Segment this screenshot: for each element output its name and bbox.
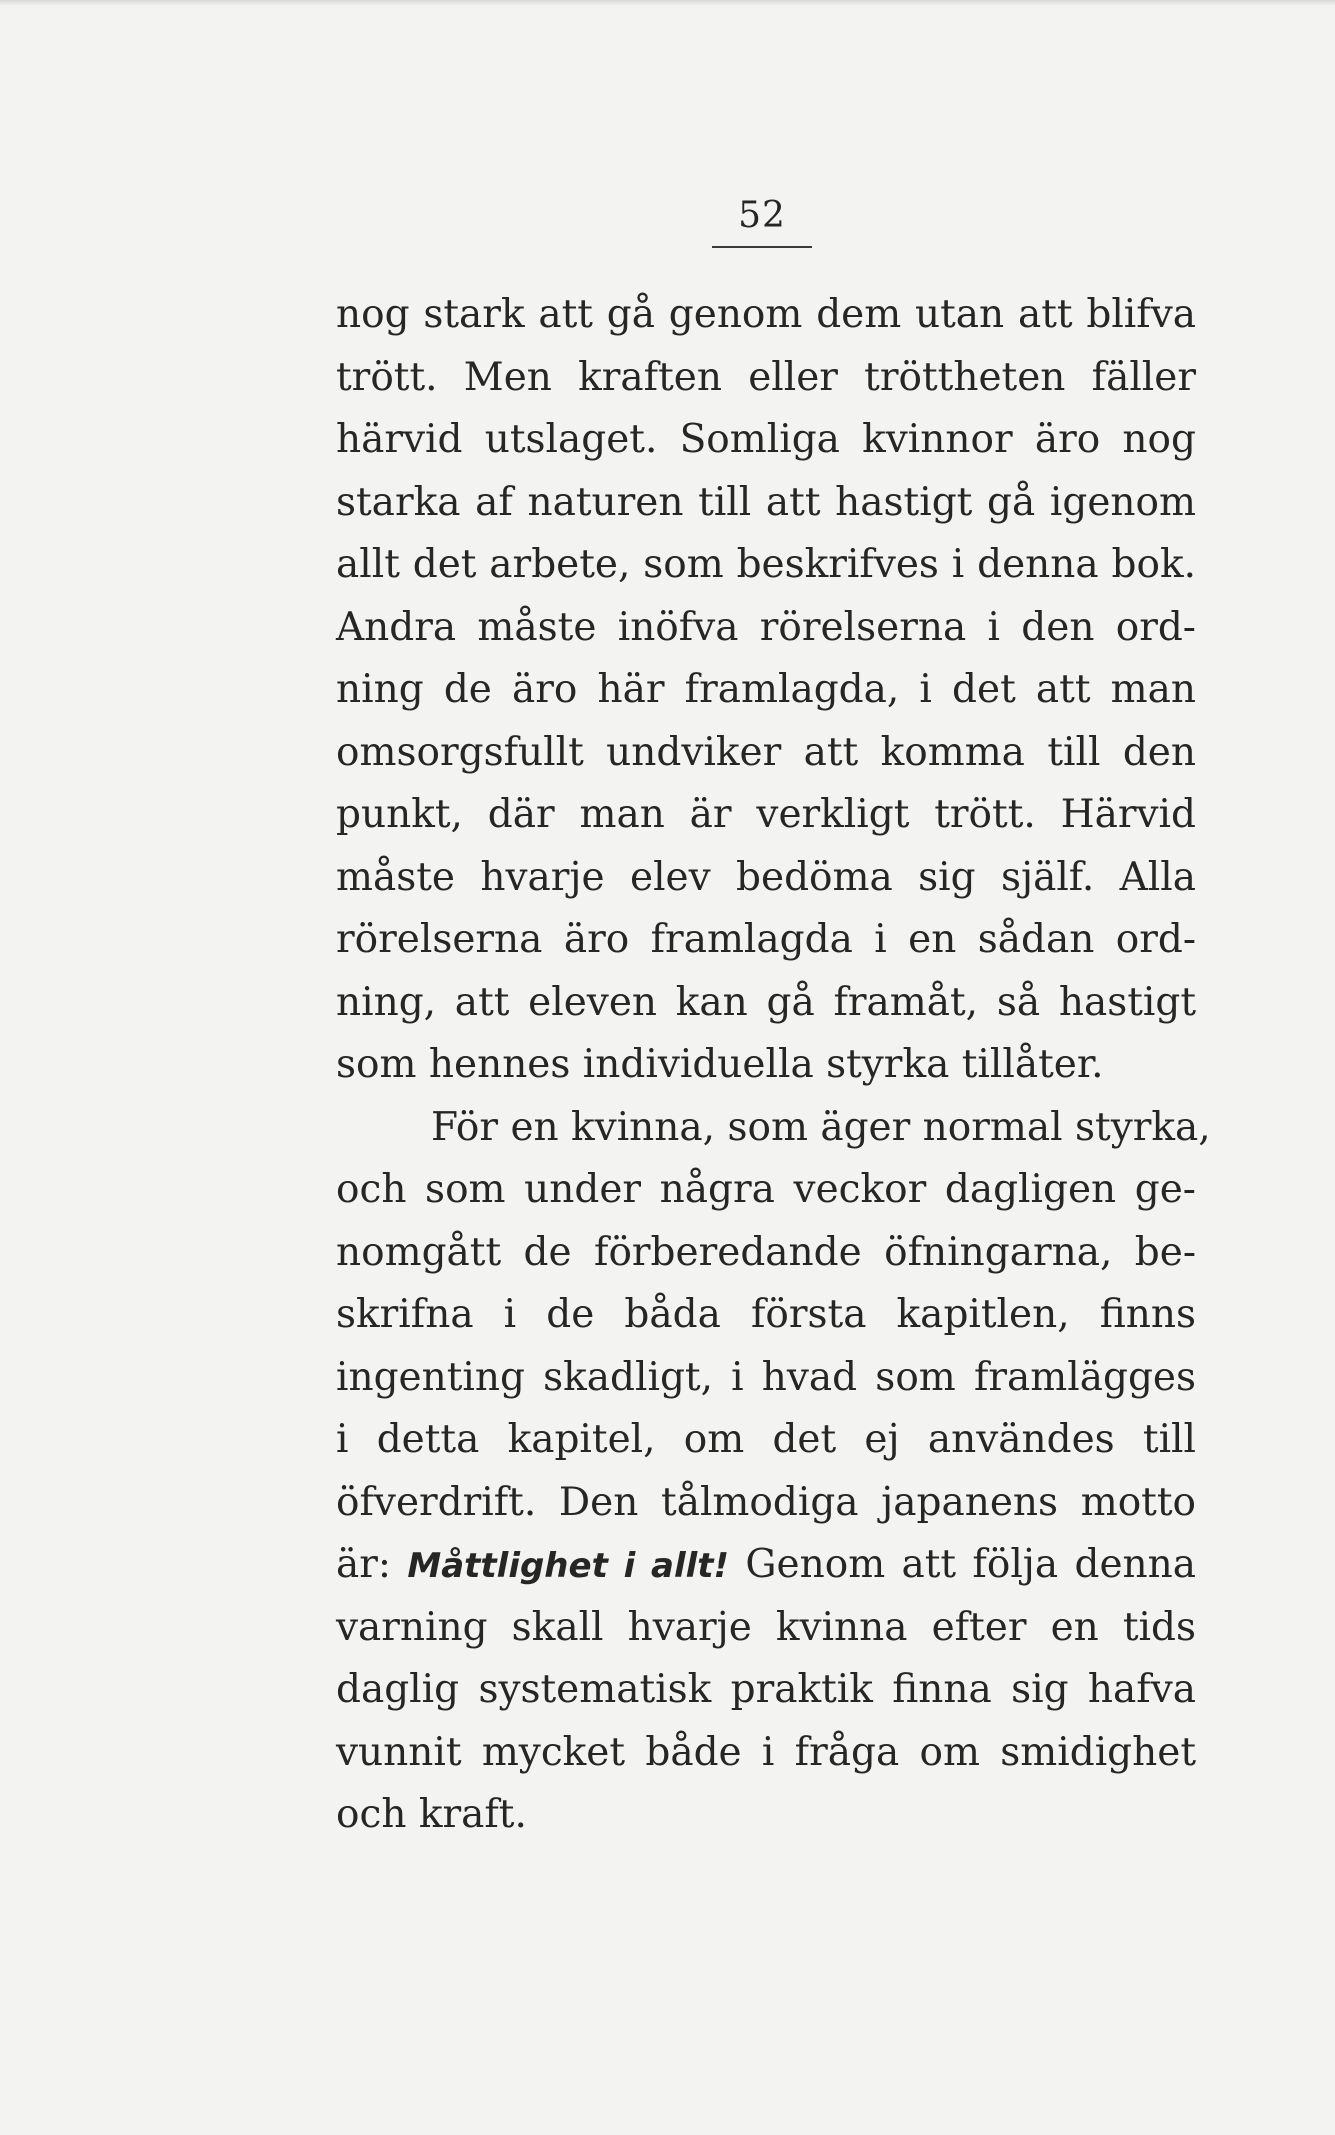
motto-suffix: Genom att följa denna <box>729 1542 1197 1587</box>
motto-emphasis: Måttlighet i allt! <box>407 1546 730 1586</box>
text-line: Andra måste inöfva rörelserna i den ord- <box>336 604 1196 650</box>
text-line: ingenting skadligt, i hvad som framlägges <box>336 1354 1196 1400</box>
text-line: och som under några veckor dagligen ge- <box>336 1167 1196 1212</box>
text-line: ning, att eleven kan gå framåt, så hastigt <box>336 979 1196 1025</box>
text-line: varning skall hvarje kvinna efter en tids <box>336 1604 1196 1650</box>
body-text <box>336 284 1211 1847</box>
text-line: måste hvarje elev bedöma sig själf. Alla <box>336 854 1196 900</box>
text-line: omsorgsfullt undviker att komma till den <box>336 729 1196 775</box>
text-line: nomgått de förberedande öfningarna, be- <box>336 1229 1196 1275</box>
page-top-edge <box>0 0 1335 6</box>
text-line: punkt, där man är verkligt trött. Härvid <box>336 792 1196 837</box>
text-line: öfverdrift. Den tålmodiga japanens motto <box>336 1479 1196 1525</box>
text-line: skrifna i de båda första kapitlen, finns <box>336 1292 1196 1337</box>
page-number-rule <box>712 246 812 248</box>
paragraph-2 <box>336 1097 1211 1847</box>
motto-prefix: är: <box>336 1542 408 1587</box>
page-number: 52 <box>738 195 786 236</box>
text-line: i detta kapitel, om det ej användes till <box>336 1417 1196 1462</box>
text-line-motto <box>336 1534 1196 1597</box>
text-line: allt det arbete, som beskrifves i denna bok. <box>336 542 1196 587</box>
text-line: vunnit mycket både i fråga om smidighet <box>336 1729 1196 1775</box>
text-line: som hennes individuella styrka tillåter. <box>336 1042 1104 1087</box>
text-line: härvid utslaget. Somliga kvinnor äro nog <box>336 417 1196 462</box>
paragraph-1 <box>336 284 1196 1097</box>
text-line: rörelserna äro framlagda i en sådan ord- <box>336 917 1196 962</box>
text-line: För en kvinna, som äger normal styrka, <box>431 1104 1211 1150</box>
text-line: starka af naturen till att hastigt gå igenom <box>336 479 1196 525</box>
text-line: trött. Men kraften eller tröttheten fäller <box>336 354 1196 400</box>
text-line: och kraft. <box>336 1792 527 1837</box>
text-line: daglig systematisk praktik finna sig hafva <box>336 1667 1196 1712</box>
text-line: ning de äro här framlagda, i det att man <box>336 667 1196 712</box>
text-line: nog stark att gå genom dem utan att blifva <box>336 292 1196 337</box>
